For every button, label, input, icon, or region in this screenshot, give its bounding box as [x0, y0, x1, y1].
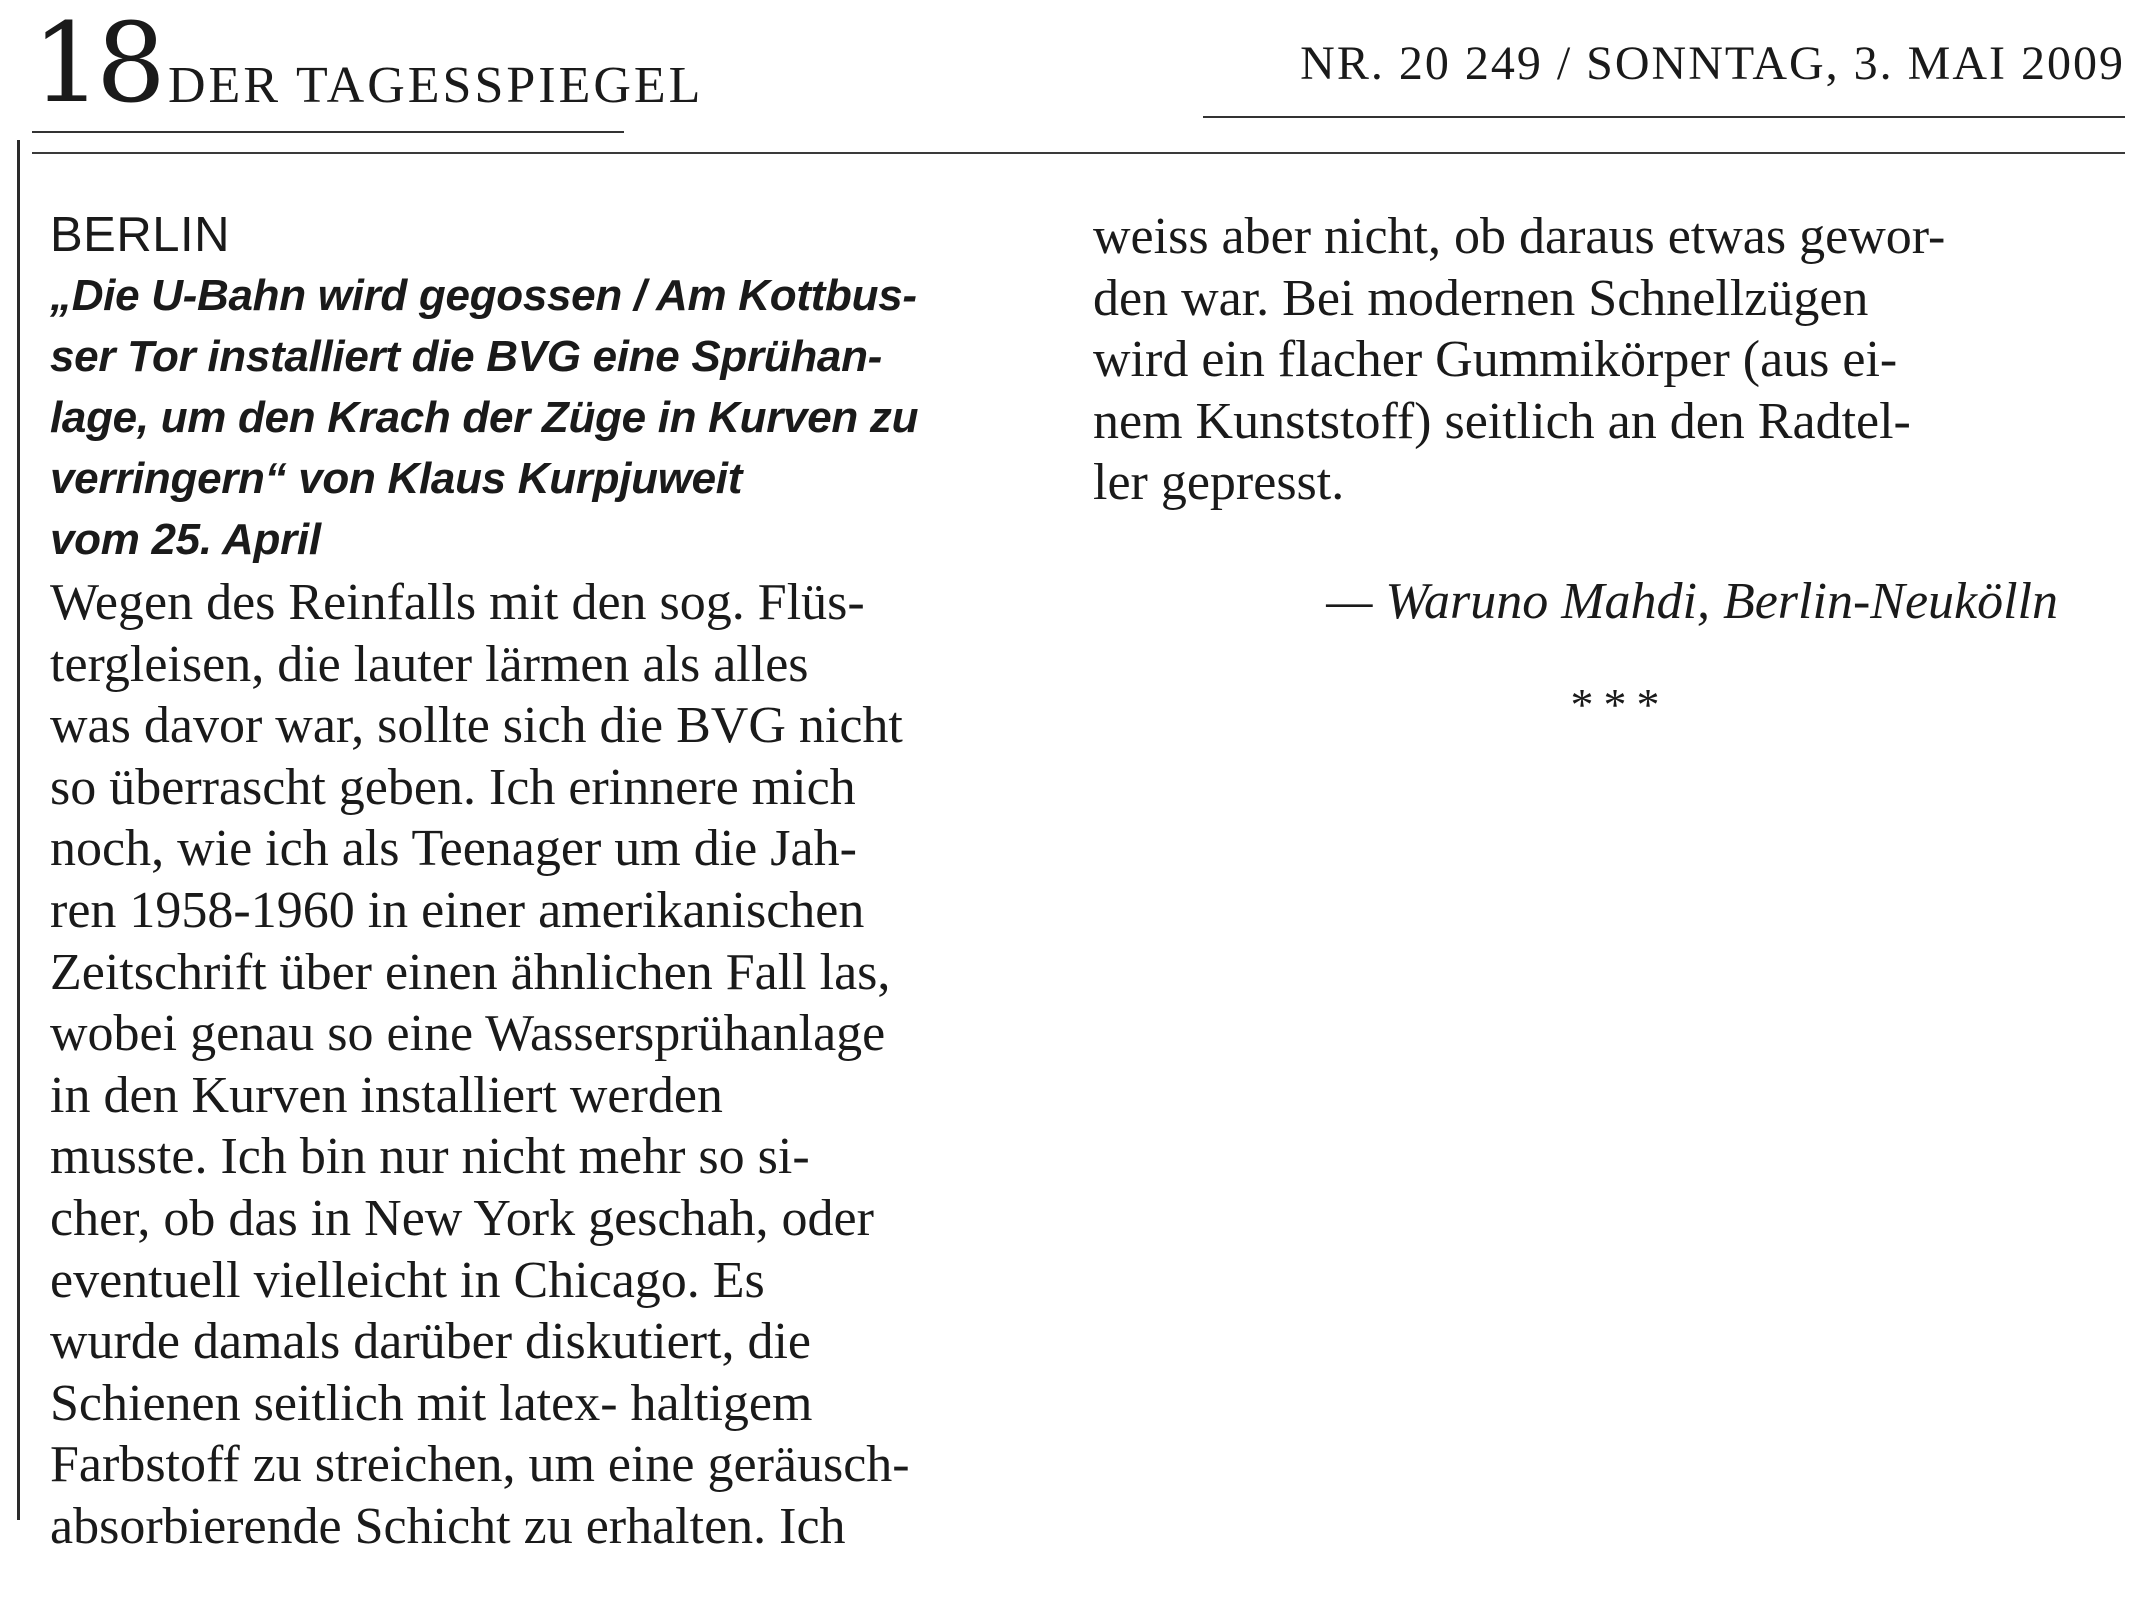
section-label: BERLIN — [50, 208, 231, 262]
author-signature: — Waruno Mahdi, Berlin-Neukölln — [1326, 573, 2058, 630]
top-rule — [32, 152, 2125, 154]
body-line: was davor war, sollte sich die BVG nicht — [50, 697, 903, 755]
left-column — [50, 205, 1060, 1558]
headline-line: ser Tor installiert die BVG eine Sprühan- — [50, 332, 883, 381]
body-line: Farbstoff zu streichen, um eine geräusch- — [50, 1436, 910, 1494]
body-line: so überrascht geben. Ich erinnere mich — [50, 758, 856, 816]
issue-info: NR. 20 249 / SONNTAG, 3. MAI 2009 — [1300, 37, 2125, 90]
masthead-rule — [32, 131, 624, 133]
body-line: noch, wie ich als Teenager um die Jah- — [50, 820, 857, 878]
body-line: den war. Bei modernen Schnellzügen — [1093, 269, 1869, 327]
body-line: tergleisen, die lauter lärmen als alles — [50, 635, 809, 693]
body-line: ler gepresst. — [1093, 454, 1345, 512]
headline — [50, 265, 1060, 570]
body-line: wurde damals darüber diskutiert, die — [50, 1313, 811, 1371]
headline-line: „Die U-Bahn wird gegossen / Am Kottbus- — [50, 271, 917, 320]
headline-line: verringern“ von Klaus Kurpjuweit — [50, 454, 743, 503]
letter-body-right — [1093, 206, 2123, 514]
body-line: Schienen seitlich mit latex- haltigem — [50, 1374, 813, 1432]
body-line: wobei genau so eine Wassersprühanlage — [50, 1005, 886, 1063]
body-line: wird ein flacher Gummikörper (aus ei- — [1093, 331, 1898, 389]
newspaper-name: DER TAGESSPIEGEL — [168, 57, 704, 114]
left-column-rule — [17, 140, 20, 1520]
headline-line: lage, um den Krach der Züge in Kurven zu — [50, 393, 919, 442]
body-line: weiss aber nicht, ob daraus etwas gewor- — [1093, 208, 1946, 265]
body-line: Zeitschrift über einen ähnlichen Fall las, — [50, 943, 891, 1001]
body-line: Wegen des Reinfalls mit den sog. Flüs- — [50, 574, 865, 631]
issue-rule — [1203, 116, 2125, 118]
body-line: in den Kurven installiert werden — [50, 1066, 723, 1124]
letter-body-left — [50, 572, 1060, 1558]
body-line: absorbierende Schicht zu erhalten. Ich — [50, 1497, 846, 1555]
section-separator: *** — [1570, 679, 1670, 730]
body-line: cher, ob das in New York geschah, oder — [50, 1189, 874, 1247]
body-line: musste. Ich bin nur nicht mehr so si- — [50, 1128, 810, 1186]
headline-line: vom 25. April — [50, 515, 321, 564]
right-column — [1093, 206, 2123, 514]
body-line: nem Kunststoff) seitlich an den Radtel- — [1093, 392, 1911, 450]
body-line: eventuell vielleicht in Chicago. Es — [50, 1251, 765, 1309]
page-number: 18 — [32, 0, 160, 127]
body-line: ren 1958-1960 in einer amerikanischen — [50, 881, 865, 939]
